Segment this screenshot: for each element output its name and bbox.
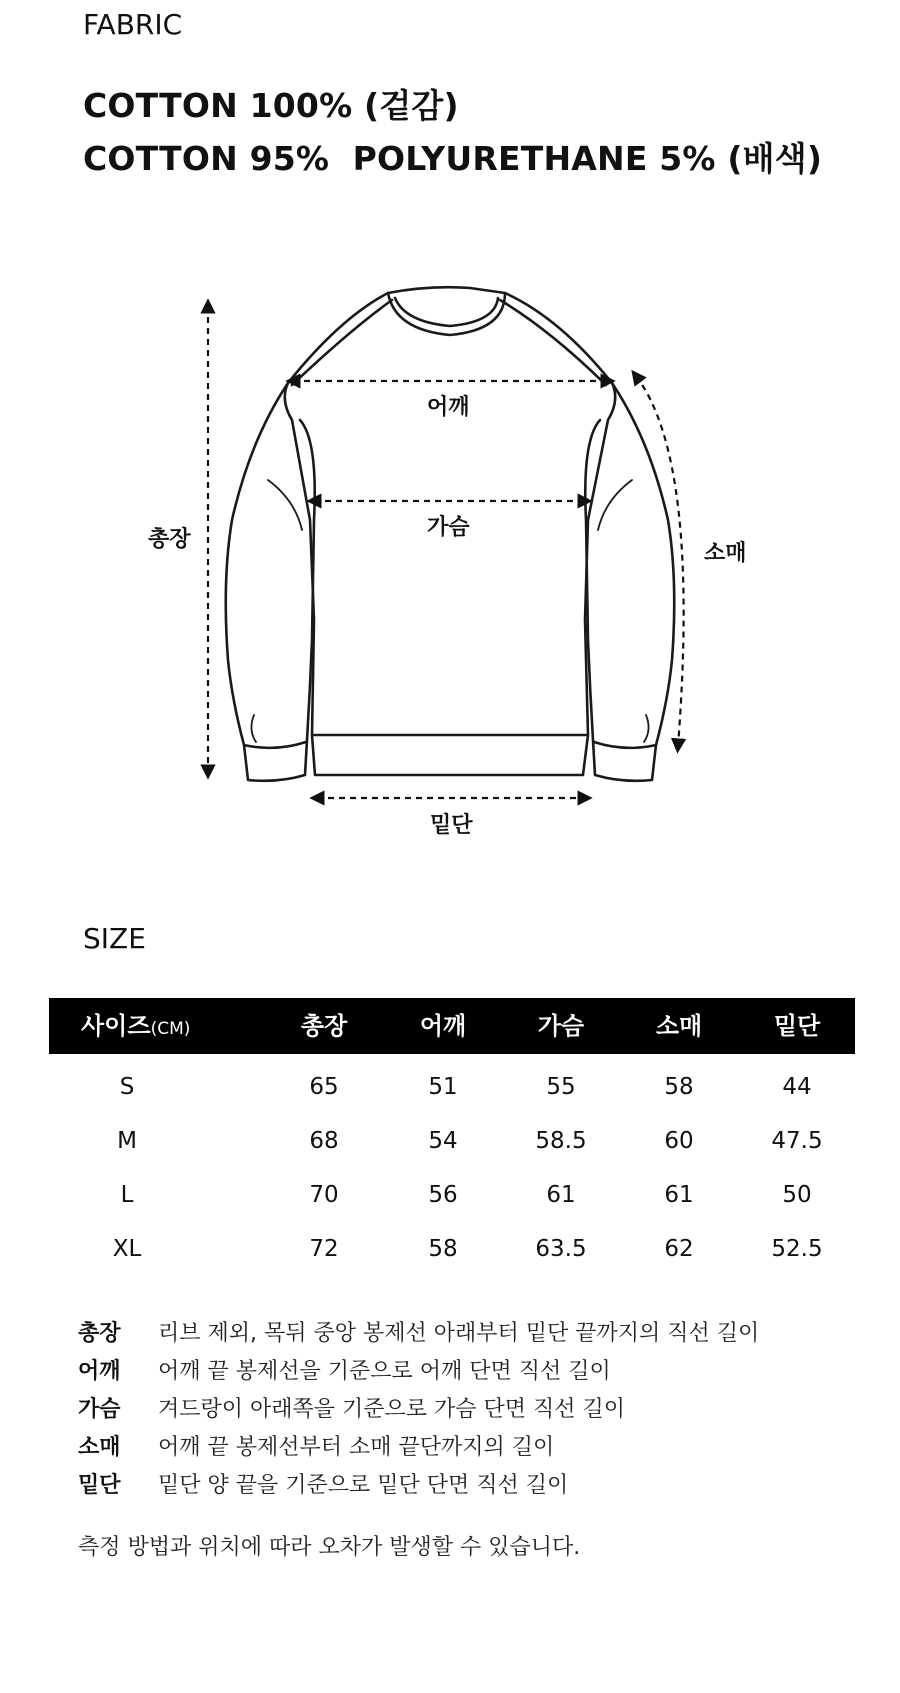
value-cell: 50 — [782, 1182, 812, 1208]
total-length-label: 총장 — [148, 527, 191, 552]
value-cell: 61 — [664, 1182, 694, 1208]
header-shoulder: 어깨 — [419, 1012, 467, 1040]
definition-desc: 어깨 끝 봉제선부터 소매 끝단까지의 길이 — [158, 1435, 555, 1460]
value-cell: 72 — [309, 1236, 339, 1262]
value-cell: 47.5 — [771, 1128, 823, 1154]
value-cell: 51 — [428, 1074, 458, 1100]
size-cell: XL — [112, 1236, 142, 1262]
header-size: 사이즈(CM) — [81, 1012, 191, 1040]
definition-item — [78, 1429, 858, 1467]
size-cell: M — [117, 1128, 137, 1154]
shoulder-label: 어깨 — [427, 395, 470, 420]
header-hem: 밑단 — [773, 1012, 821, 1040]
table-row — [49, 1222, 855, 1276]
value-cell: 44 — [782, 1074, 812, 1100]
definition-item — [78, 1353, 858, 1391]
measurement-definitions — [78, 1315, 858, 1505]
definition-term: 소매 — [78, 1435, 121, 1460]
value-cell: 58 — [428, 1236, 458, 1262]
definition-item — [78, 1391, 858, 1429]
definition-desc: 밑단 양 끝을 기준으로 밑단 단면 직선 길이 — [158, 1473, 569, 1498]
size-cell: L — [120, 1182, 134, 1208]
header-length: 총장 — [300, 1012, 348, 1040]
value-cell: 68 — [309, 1128, 339, 1154]
table-row — [49, 1114, 855, 1168]
header-sleeve: 소매 — [655, 1012, 703, 1040]
definition-term: 가슴 — [78, 1397, 121, 1422]
value-cell: 56 — [428, 1182, 458, 1208]
value-cell: 58.5 — [535, 1128, 587, 1154]
chest-label: 가슴 — [427, 515, 470, 540]
definition-term: 어깨 — [78, 1359, 121, 1384]
value-cell: 61 — [546, 1182, 576, 1208]
definition-item — [78, 1467, 858, 1505]
value-cell: 58 — [664, 1074, 694, 1100]
value-cell: 60 — [664, 1128, 694, 1154]
size-label: SIZE — [83, 922, 146, 955]
value-cell: 65 — [309, 1074, 339, 1100]
table-row — [49, 1168, 855, 1222]
value-cell: 54 — [428, 1128, 458, 1154]
table-row — [49, 1060, 855, 1114]
definition-desc: 어깨 끝 봉제선을 기준으로 어깨 단면 직선 길이 — [158, 1359, 611, 1384]
sleeve-label: 소매 — [704, 541, 747, 566]
value-cell: 52.5 — [771, 1236, 823, 1262]
value-cell: 63.5 — [535, 1236, 587, 1262]
definition-desc: 겨드랑이 아래쪽을 기준으로 가슴 단면 직선 길이 — [158, 1397, 626, 1422]
definition-item — [78, 1315, 858, 1353]
fabric-label: FABRIC — [83, 8, 183, 41]
garment-diagram — [0, 260, 900, 860]
value-cell: 62 — [664, 1236, 694, 1262]
measurement-note: 측정 방법과 위치에 따라 오차가 발생할 수 있습니다. — [78, 1535, 581, 1560]
size-table-header — [49, 998, 855, 1054]
sweatshirt-illustration — [0, 260, 900, 860]
hem-label: 밑단 — [430, 813, 473, 838]
sleeve-arrow — [636, 376, 684, 746]
value-cell: 55 — [546, 1074, 576, 1100]
fabric-line-trim: COTTON 95% POLYURETHANE 5% (배색) — [83, 139, 823, 178]
fabric-line-outer: COTTON 100% (겉감) — [83, 86, 459, 125]
header-chest: 가슴 — [537, 1012, 585, 1040]
definition-term: 총장 — [78, 1321, 121, 1346]
size-cell: S — [119, 1074, 135, 1100]
definition-desc: 리브 제외, 목뒤 중앙 봉제선 아래부터 밑단 끝까지의 직선 길이 — [158, 1321, 760, 1346]
definition-term: 밑단 — [78, 1473, 121, 1498]
value-cell: 70 — [309, 1182, 339, 1208]
